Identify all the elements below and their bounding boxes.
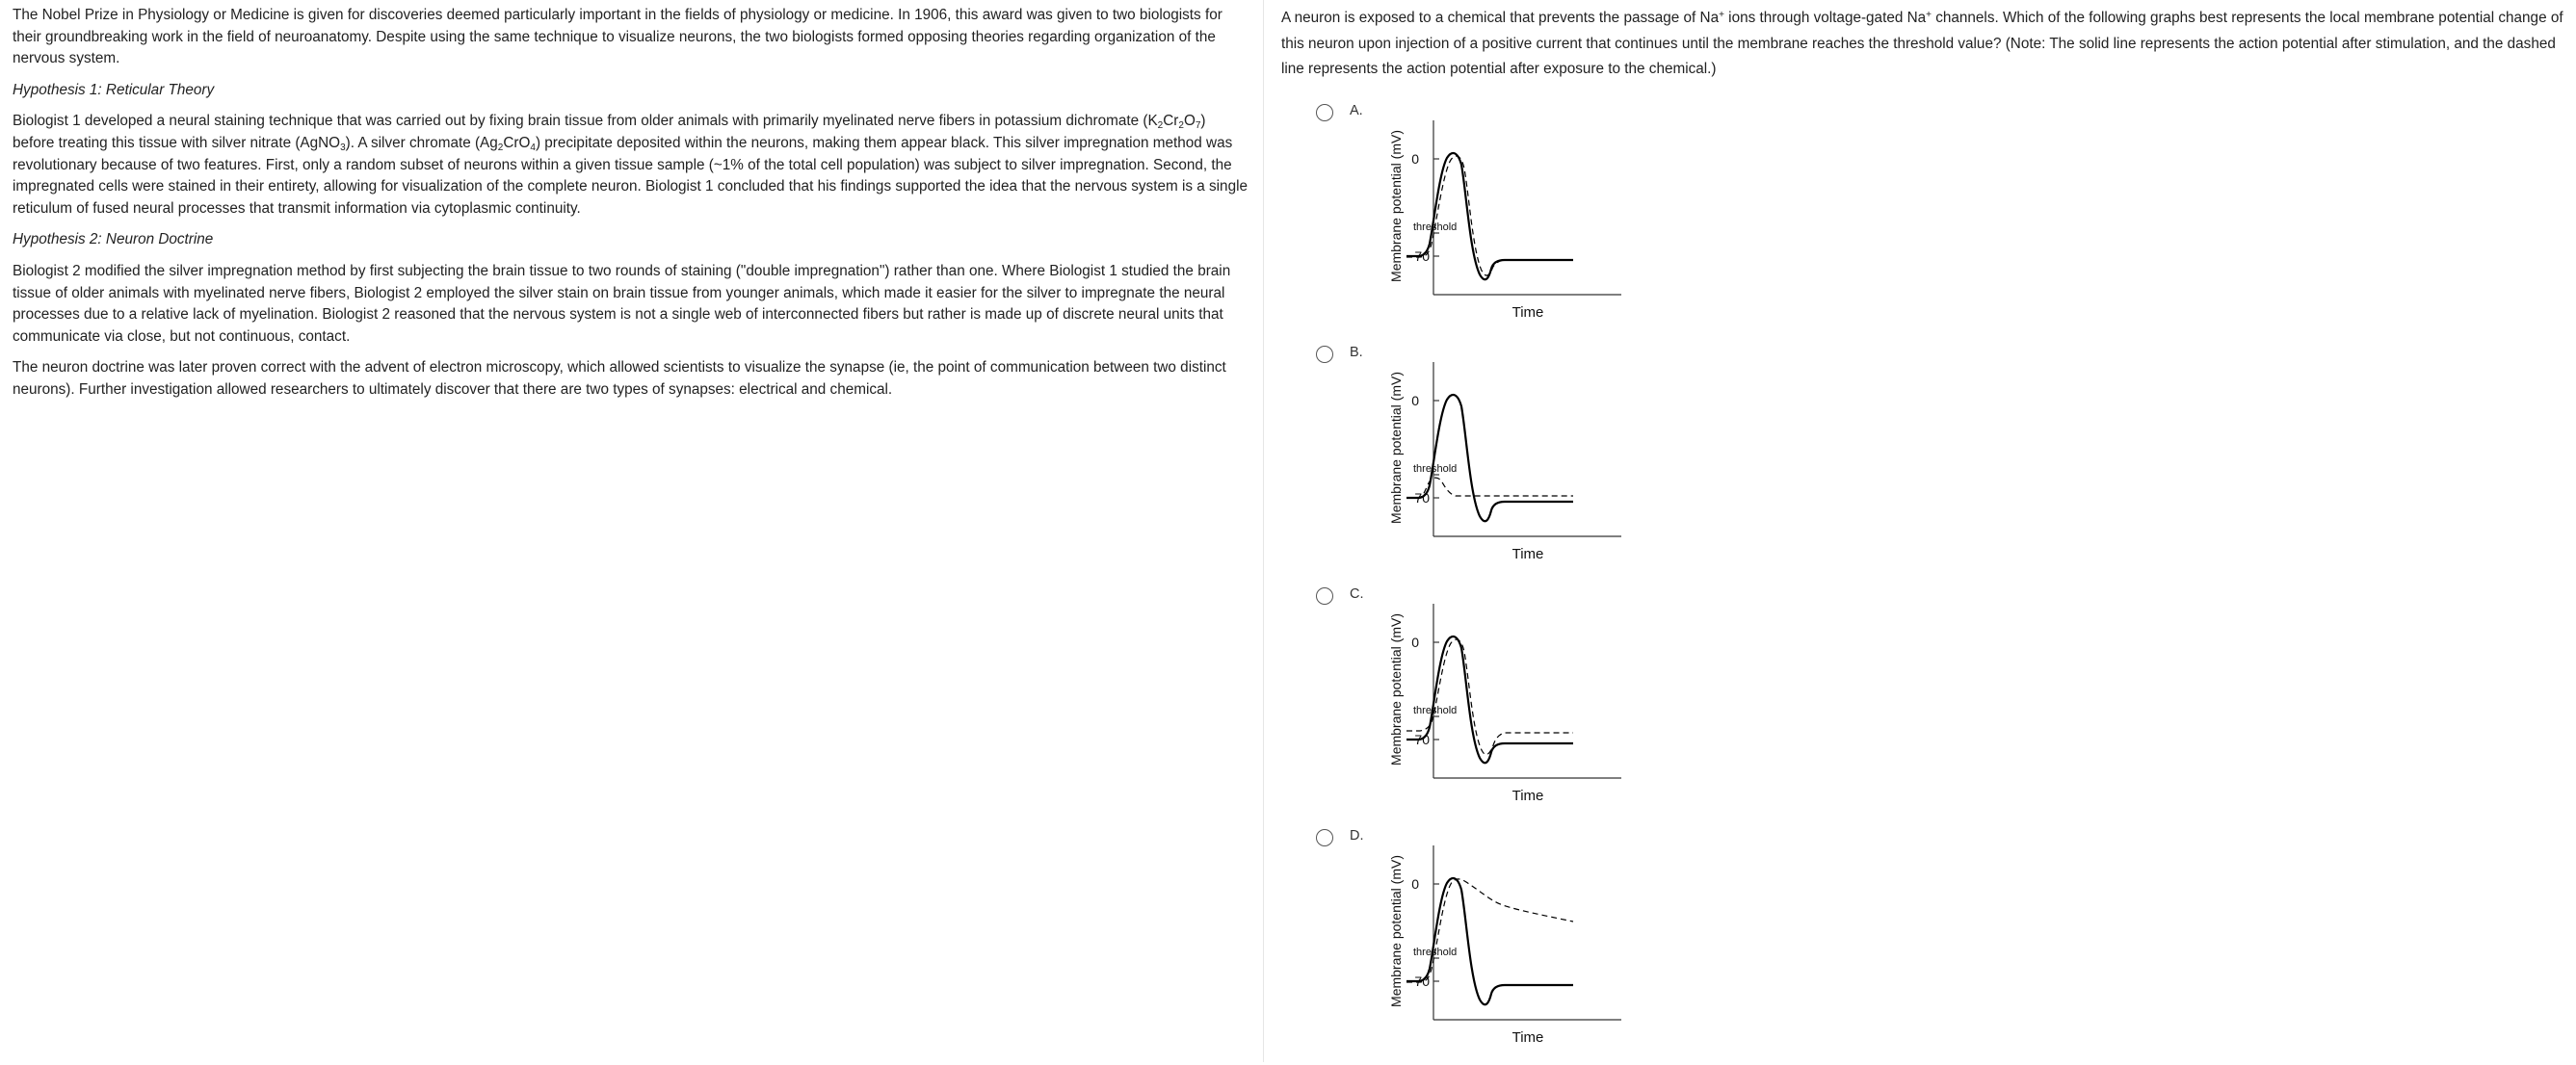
solid-curve xyxy=(1406,153,1573,279)
solid-curve xyxy=(1406,636,1573,763)
x-axis-label: Time xyxy=(1511,1029,1544,1046)
radio-button[interactable] xyxy=(1316,587,1333,605)
radio-button[interactable] xyxy=(1316,829,1333,846)
question-stem: A neuron is exposed to a chemical that prevents the passage of Na+ ions through voltage-gated Na+ channels. Which of the following graphs best represents the local membrane potential change of this neuron upon injection of a positive current that continues until the membrane reaches the threshold value? (Note: The solid line represents the action potential after stimulation, and the dashed line represents the action potential after exposure to the chemical.) xyxy=(1281,10,2563,77)
passage-conclusion: The neuron doctrine was later proven correct with the advent of electron microscopy, which allowed scientists to visualize the synapse (ie, the point of communication between two distinct neurons). Further investigation allowed researchers to ultimately discover that there are two types of synapses: electrical and chemical. xyxy=(13,359,1226,398)
y-tick-label-rest: −70 xyxy=(1406,732,1430,747)
y-tick-label-rest: −70 xyxy=(1406,490,1430,506)
choice-letter: D. xyxy=(1350,828,1364,844)
dashed-curve xyxy=(1406,879,1573,982)
passage-intro: The Nobel Prize in Physiology or Medicine is given for discoveries deemed particularly important in the fields of physiology or medicine. In 1906, this award was given to two biologists for their groundbreaking work in the field of neuroanatomy. Despite using the same technique to visualize neurons, the two biologists formed opposing theories regarding organization of the nervous system. xyxy=(13,7,1222,67)
x-axis-label: Time xyxy=(1511,304,1544,321)
y-tick-label-zero: 0 xyxy=(1411,876,1419,892)
y-tick-label-rest: −70 xyxy=(1406,248,1430,264)
passage-pane xyxy=(0,0,1262,1062)
y-tick-label-zero: 0 xyxy=(1411,151,1419,167)
solid-curve xyxy=(1406,395,1573,521)
hypothesis-1-text: Biologist 1 developed a neural staining technique that was carried out by fixing brain tissue from older animals with primarily myelinated nerve fibers in potassium dichromate $(K_2Cr_2O_7)$ before treating this tissue with silver nitrate (AgNO$_3$). A silver chromate $(Ag_2CrO_4)$ precipitate deposited within the neurons, making them appear black. This silver impregnation method was revolutionary because of two features. First, only a random subset of neurons within a given tissue sample (~1% of the total cell population) was subject to silver impregnation. Second, the impregnated cells were stained in their entirety, allowing for visualization of the complete neuron. Biologist 1 concluded that his findings supported the idea that the nervous system is a single reticulum of fused neural processes that transmit information via cytoplasmic continuity. xyxy=(13,113,1248,217)
y-axis-label: Membrane potential (mV) xyxy=(1388,613,1404,766)
dashed-curve xyxy=(1406,156,1573,275)
x-axis-label: Time xyxy=(1511,788,1544,804)
choice-letter: A. xyxy=(1350,103,1363,118)
answer-choice-a[interactable] xyxy=(1316,104,1701,340)
radio-button[interactable] xyxy=(1316,104,1333,121)
answer-graph-b xyxy=(1385,347,1674,578)
hypothesis-2-text: Biologist 2 modified the silver impregnation method by first subjecting the brain tissue to two rounds of staining ("double impregnation") rather than one. Where Biologist 1 studied the brain tissue of older animals with myelinated nerve fibers, Biologist 2 employed the silver stain on brain tissue from younger animals, which made it easier for the silver to impregnate the neural processes due to a relative lack of myelination. Biologist 2 reasoned that the nervous system is not a single web of interconnected fibers but rather is made up of discrete neural units that communicate via close, but not continuous, contact. xyxy=(13,262,1231,345)
answer-graph-a xyxy=(1385,105,1674,336)
answer-graph-d xyxy=(1385,830,1674,1061)
answer-choice-b[interactable] xyxy=(1316,346,1701,582)
choice-letter: C. xyxy=(1350,586,1364,602)
question-pane xyxy=(1281,0,2572,1062)
hypothesis-1-heading: Hypothesis 1: Reticular Theory xyxy=(13,81,215,98)
threshold-label: threshold xyxy=(1413,705,1458,716)
hypothesis-2-heading: Hypothesis 2: Neuron Doctrine xyxy=(13,231,214,248)
answer-choice-c[interactable] xyxy=(1316,587,1701,823)
y-tick-label-rest: −70 xyxy=(1406,974,1430,989)
x-axis-label: Time xyxy=(1511,546,1544,562)
solid-curve xyxy=(1406,878,1573,1004)
threshold-label: threshold xyxy=(1413,947,1458,958)
threshold-label: threshold xyxy=(1413,463,1458,475)
y-axis-label: Membrane potential (mV) xyxy=(1388,855,1404,1007)
y-axis-label: Membrane potential (mV) xyxy=(1388,130,1404,282)
pane-divider xyxy=(1263,0,1264,1062)
y-tick-label-zero: 0 xyxy=(1411,393,1419,408)
dashed-curve xyxy=(1406,639,1573,755)
radio-button[interactable] xyxy=(1316,346,1333,363)
answer-graph-c xyxy=(1385,588,1674,819)
choice-letter: B. xyxy=(1350,345,1363,360)
answer-choice-d[interactable] xyxy=(1316,829,1701,1065)
threshold-label: threshold xyxy=(1413,221,1458,233)
y-tick-label-zero: 0 xyxy=(1411,635,1419,650)
y-axis-label: Membrane potential (mV) xyxy=(1388,372,1404,524)
